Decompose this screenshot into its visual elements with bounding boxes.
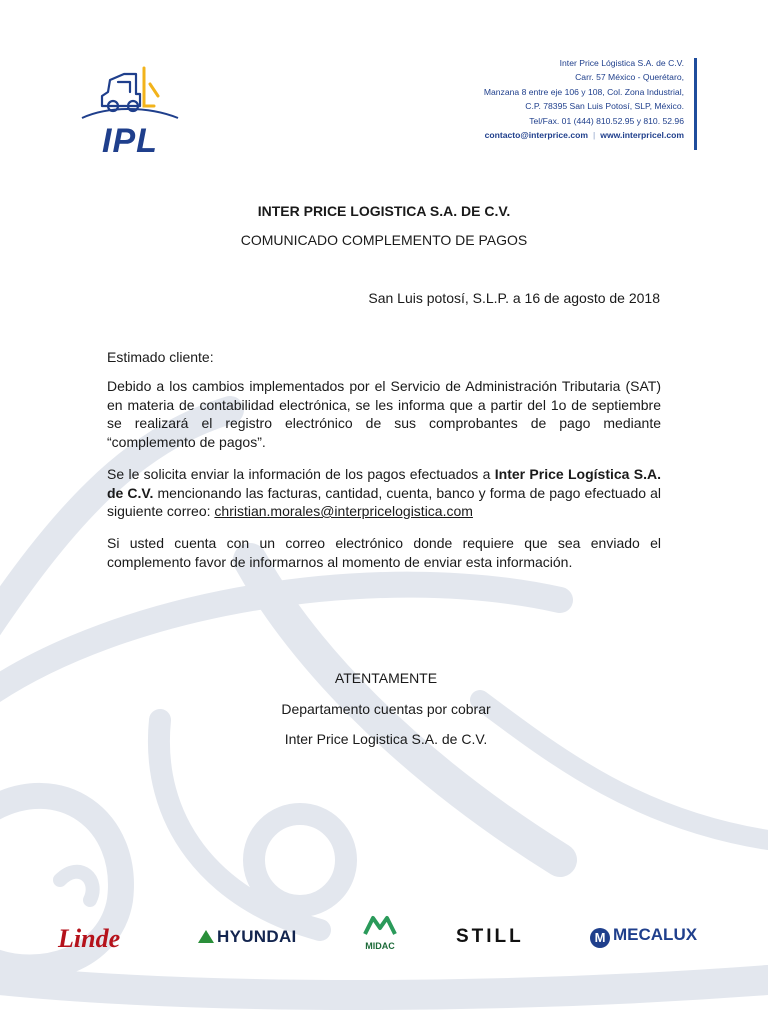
linde-logo: Linde [58,924,121,953]
brand-logos-bar [0,910,768,960]
closing: ATENTAMENTE [334,670,438,686]
company-name-bold: Inter Price Logística S.A. de C.V. [107,466,662,501]
logo-text: IPL [102,122,158,158]
midac-logo [358,914,402,951]
letterhead-divider [694,58,697,150]
paragraph-2-text: mencionando las facturas, cantidad, cuenta, banco y forma de pago efectuado al siguiente correo: [107,484,662,519]
midac-logo-text: MIDAC [365,941,395,951]
paragraph-1: Debido a los cambios implementados por el Servicio de Administración Tributaria (SAT) en materia de contabilidad electrónica, se les informa que a partir del 1o de septiembre se realizará el registro electrónico de sus comprobantes de pago mediante “complemento de pagos”. [107,378,661,450]
address-line: Carr. 57 México - Querétaro, [575,72,684,83]
greeting: Estimado cliente: [107,349,214,365]
paragraph-3: Si usted cuenta con un correo electrónico donde requiere que sea enviado el complemento favor de informarnos al momento de enviar esta información. [107,535,661,570]
hyundai-triangle-icon [198,930,214,943]
midac-mark-icon [361,914,399,936]
document-title: INTER PRICE LOGISTICA S.A. DE C.V. [257,203,511,219]
paragraph-2-text: Se le solicita enviar la información de los pagos efectuados a [107,466,495,482]
signature-company: Inter Price Logistica S.A. de C.V. [284,731,488,747]
paragraph-2 [107,465,661,521]
hyundai-logo [198,927,297,947]
address-line: Tel/Fax. 01 (444) 810.52.95 y 810. 52.96 [529,115,684,126]
document-subtitle: COMUNICADO COMPLEMENTO DE PAGOS [240,232,528,248]
mecalux-logo-text: MECALUX [613,925,698,944]
contact-email-link[interactable]: christian.morales@interpricelogistica.com [214,503,473,519]
separator: | [593,130,596,141]
signature-department: Departamento cuentas por cobrar [281,701,491,717]
letterhead-website-link[interactable]: www.interpricel.com [600,130,684,141]
address-line: Manzana 8 entre eje 106 y 108, Col. Zona Industrial, [483,86,684,97]
address-line: Inter Price Lógistica S.A. de C.V. [559,58,684,68]
letterhead-address [484,56,684,142]
letterhead-email-link[interactable]: contacto@interprice.com [484,130,589,141]
document-date: San Luis potosí, S.L.P. a 16 de agosto de 2018 [368,290,660,306]
forklift-logo-icon [78,66,182,158]
still-logo: STILL [456,926,524,947]
contact-links [484,128,684,142]
mecalux-logo [590,925,697,948]
address-line: C.P. 78395 San Luis Potosí, SLP, México. [525,101,684,112]
mecalux-m-icon: M [590,928,610,948]
hyundai-logo-text: HYUNDAI [217,927,297,946]
